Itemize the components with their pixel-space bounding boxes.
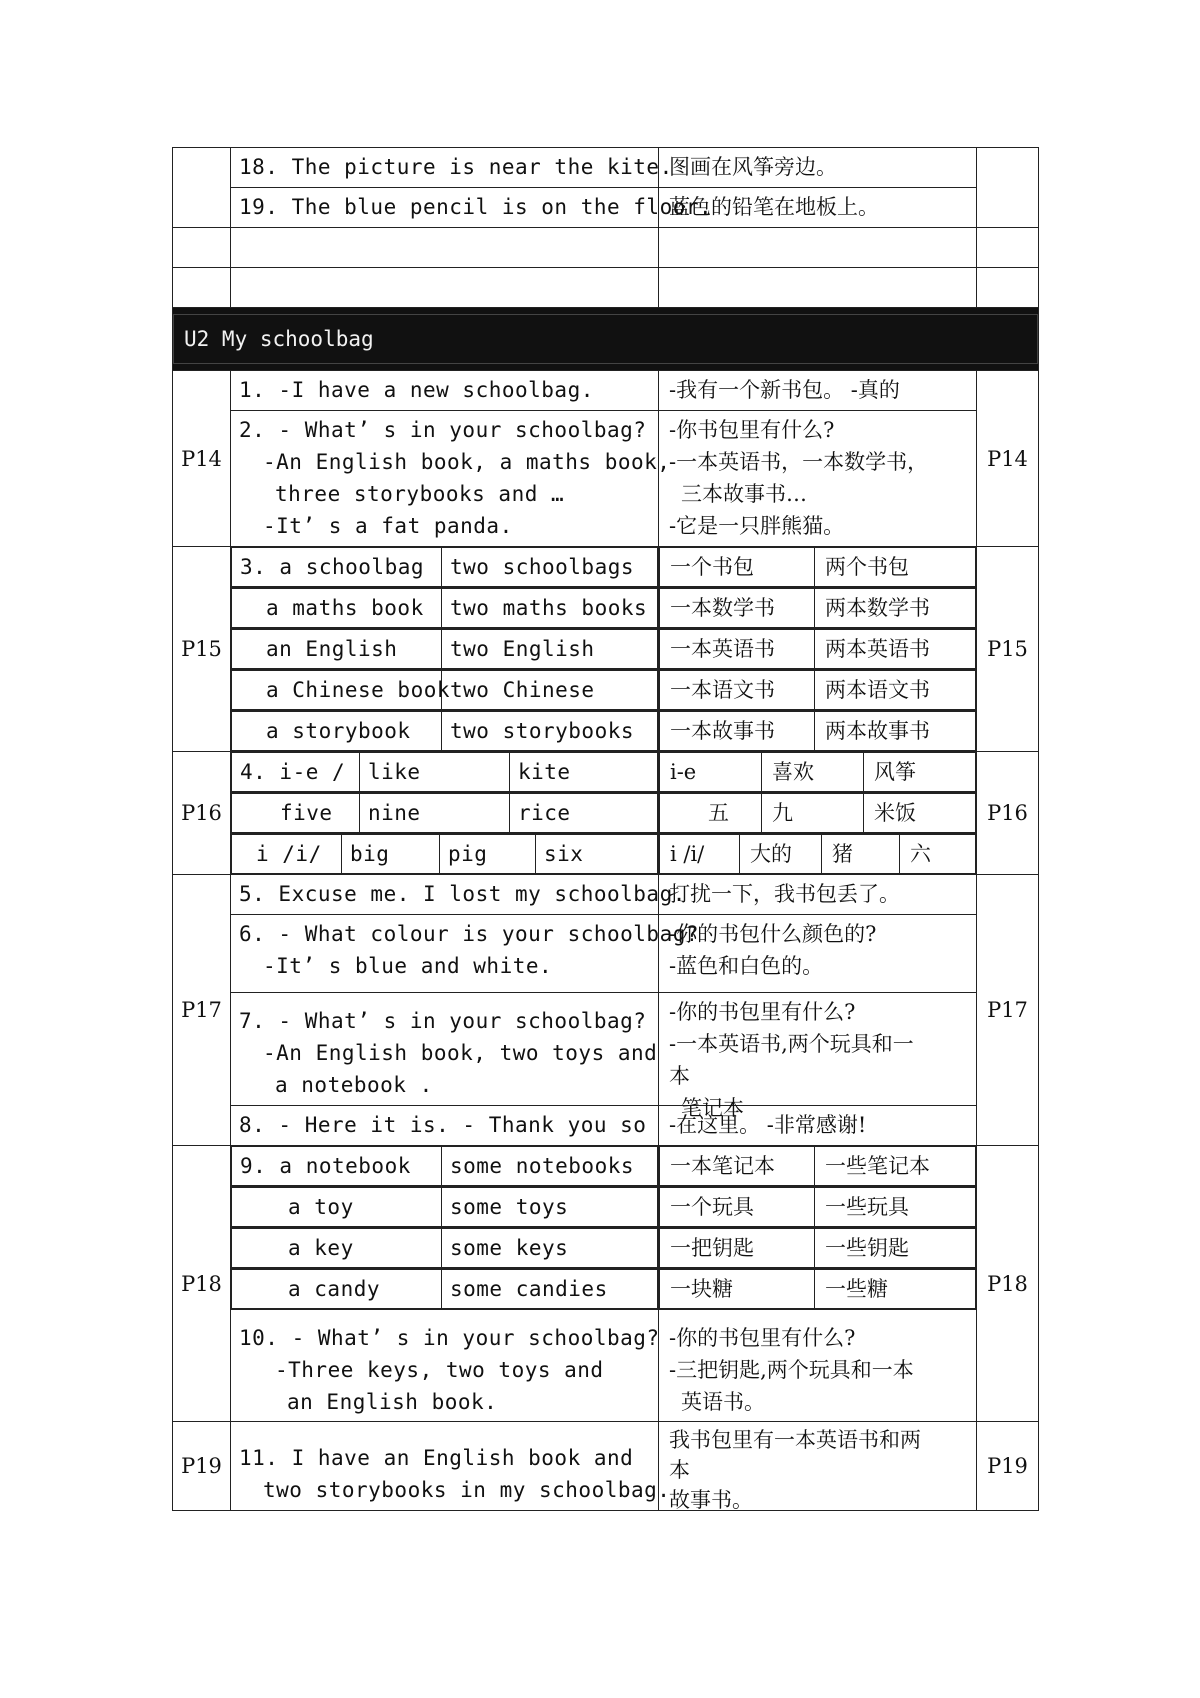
singular-zh: 一把钥匙 bbox=[660, 1229, 815, 1268]
sentence-en: 18. The picture is near the kite. bbox=[231, 148, 659, 188]
singular-en: a storybook bbox=[232, 712, 442, 751]
plural-zh: 一些笔记本 bbox=[815, 1147, 976, 1186]
word-zh: 大的 bbox=[740, 835, 822, 874]
phonics-label-en: i /i/ bbox=[232, 835, 342, 874]
singular-en: a candy bbox=[232, 1270, 442, 1309]
dialog-en: 6. - What colour is your schoolbag? -It’ s blue and white. bbox=[231, 915, 659, 993]
sentence-en: 19. The blue pencil is on the floor. bbox=[231, 188, 659, 228]
singular-zh: 一块糖 bbox=[660, 1270, 815, 1309]
table-row bbox=[173, 629, 1039, 670]
plural-zh: 两本数学书 bbox=[815, 589, 976, 628]
table-row bbox=[173, 670, 1039, 711]
plural-en: two Chinese bbox=[442, 671, 658, 710]
word-zh: 猪 bbox=[822, 835, 900, 874]
page-label: P18 bbox=[977, 1146, 1039, 1422]
table-row bbox=[173, 148, 1039, 188]
page-label: P18 bbox=[173, 1146, 231, 1422]
word-en: six bbox=[536, 835, 658, 874]
table-row bbox=[173, 588, 1039, 629]
table-row bbox=[173, 793, 1039, 834]
page-cell-empty bbox=[173, 148, 231, 228]
table-row bbox=[173, 1310, 1039, 1422]
page-label: P15 bbox=[977, 547, 1039, 752]
dialog-en: 2. - What’ s in your schoolbag? -An English book, a maths book, three storybooks and … -It’ s a fat panda. bbox=[231, 411, 659, 547]
page-label: P16 bbox=[173, 752, 231, 875]
dialog-en: 7. - What’ s in your schoolbag? -An English book, two toys and a notebook . bbox=[231, 993, 659, 1106]
singular-zh: 一本英语书 bbox=[660, 630, 815, 669]
empty-row bbox=[173, 268, 1039, 308]
plural-zh: 一些玩具 bbox=[815, 1188, 976, 1227]
table-row bbox=[173, 875, 1039, 915]
word-en: pig bbox=[440, 835, 536, 874]
word-en: rice bbox=[510, 794, 658, 833]
word-en: like bbox=[360, 753, 510, 792]
plural-en: some notebooks bbox=[442, 1147, 658, 1186]
word-en: nine bbox=[360, 794, 510, 833]
page-label: P17 bbox=[977, 875, 1039, 1146]
word-zh: 九 bbox=[762, 794, 864, 833]
table-row bbox=[173, 547, 1039, 588]
singular-en: 3. a schoolbag bbox=[232, 548, 442, 587]
unit-header bbox=[173, 308, 1039, 371]
dialog-zh: -在这里。 -非常感谢! bbox=[659, 1106, 977, 1146]
plural-zh: 两本英语书 bbox=[815, 630, 976, 669]
singular-zh: 一个玩具 bbox=[660, 1188, 815, 1227]
plural-zh: 一些糖 bbox=[815, 1270, 976, 1309]
page-label: P15 bbox=[173, 547, 231, 752]
vocabulary-table bbox=[172, 147, 1039, 1511]
sentence-en: 5. Excuse me. I lost my schoolbag. bbox=[231, 875, 659, 915]
sentence-zh: -我有一个新书包。 -真的 bbox=[659, 371, 977, 411]
word-zh: 五 bbox=[660, 794, 762, 833]
singular-zh: 一本数学书 bbox=[660, 589, 815, 628]
table-row bbox=[173, 1269, 1039, 1310]
phonics-label-zh: i /i/ bbox=[660, 835, 740, 874]
plural-en: two storybooks bbox=[442, 712, 658, 751]
unit-header-row bbox=[173, 308, 1039, 371]
singular-zh: 一本故事书 bbox=[660, 712, 815, 751]
table-row bbox=[173, 752, 1039, 793]
page-label: P16 bbox=[977, 752, 1039, 875]
phonics-label-zh: i-e bbox=[660, 753, 762, 792]
plural-zh: 一些钥匙 bbox=[815, 1229, 976, 1268]
phonics-label-en: 4. i-e / bbox=[232, 753, 360, 792]
sentence-zh: 蓝色的铅笔在地板上。 bbox=[659, 188, 977, 228]
singular-en: a maths book bbox=[232, 589, 442, 628]
table-row bbox=[173, 834, 1039, 875]
singular-en: a Chinese book bbox=[232, 671, 442, 710]
plural-zh: 两本语文书 bbox=[815, 671, 976, 710]
singular-zh: 一个书包 bbox=[660, 548, 815, 587]
sentence-zh: 打扰一下，我书包丢了。 bbox=[659, 875, 977, 915]
page-label: P14 bbox=[173, 371, 231, 547]
table-row bbox=[173, 915, 1039, 993]
dialog-en: 10. - What’ s in your schoolbag? -Three keys, two toys and an English book. bbox=[231, 1310, 659, 1422]
word-en: kite bbox=[510, 753, 658, 792]
table-row bbox=[173, 1228, 1039, 1269]
word-zh: 风筝 bbox=[864, 753, 976, 792]
sentence-zh: 我书包里有一本英语书和两 本 故事书。 bbox=[659, 1422, 977, 1511]
sentence-en: 11. I have an English book and two storybooks in my schoolbag. bbox=[231, 1422, 659, 1511]
singular-en: a key bbox=[232, 1229, 442, 1268]
word-zh: 喜欢 bbox=[762, 753, 864, 792]
dialog-zh: -你书包里有什么? -一本英语书，一本数学书， 三本故事书… -它是一只胖熊猫。 bbox=[659, 411, 977, 547]
plural-zh: 两本故事书 bbox=[815, 712, 976, 751]
table-row bbox=[173, 371, 1039, 411]
table-row bbox=[173, 1422, 1039, 1511]
plural-en: some keys bbox=[442, 1229, 658, 1268]
page-label: P14 bbox=[977, 371, 1039, 547]
word-en: big bbox=[342, 835, 440, 874]
table-row bbox=[173, 711, 1039, 752]
word-en: five bbox=[232, 794, 360, 833]
plural-en: some candies bbox=[442, 1270, 658, 1309]
page-label: P19 bbox=[173, 1422, 231, 1511]
word-zh: 米饭 bbox=[864, 794, 976, 833]
word-zh: 六 bbox=[900, 835, 976, 874]
table-row bbox=[173, 188, 1039, 228]
dialog-en: 8. - Here it is. - Thank you so bbox=[231, 1106, 659, 1146]
table-row bbox=[173, 1106, 1039, 1146]
plural-en: two schoolbags bbox=[442, 548, 658, 587]
empty-row bbox=[173, 228, 1039, 268]
plural-en: two maths books bbox=[442, 589, 658, 628]
page-label: P17 bbox=[173, 875, 231, 1146]
table-row bbox=[173, 411, 1039, 547]
dialog-zh: -你的书包里有什么? -三把钥匙,两个玩具和一本 英语书。 bbox=[659, 1310, 977, 1422]
table-row bbox=[173, 1146, 1039, 1187]
singular-en: a toy bbox=[232, 1188, 442, 1227]
page-label: P19 bbox=[977, 1422, 1039, 1511]
plural-en: some toys bbox=[442, 1188, 658, 1227]
table-row bbox=[173, 993, 1039, 1106]
dialog-zh: -你的书包里有什么? -一本英语书,两个玩具和一 本 笔记本 bbox=[659, 993, 977, 1106]
table-row bbox=[173, 1187, 1039, 1228]
dialog-zh: -你的书包什么颜色的? -蓝色和白色的。 bbox=[659, 915, 977, 993]
plural-en: two English bbox=[442, 630, 658, 669]
sentence-zh: 图画在风筝旁边。 bbox=[659, 148, 977, 188]
singular-zh: 一本笔记本 bbox=[660, 1147, 815, 1186]
singular-zh: 一本语文书 bbox=[660, 671, 815, 710]
page-cell-empty bbox=[977, 148, 1039, 228]
sentence-en: 1. -I have a new schoolbag. bbox=[231, 371, 659, 411]
plural-zh: 两个书包 bbox=[815, 548, 976, 587]
singular-en: 9. a notebook bbox=[232, 1147, 442, 1186]
unit-title: U2 My schoolbag bbox=[173, 314, 1038, 364]
singular-en: an English bbox=[232, 630, 442, 669]
